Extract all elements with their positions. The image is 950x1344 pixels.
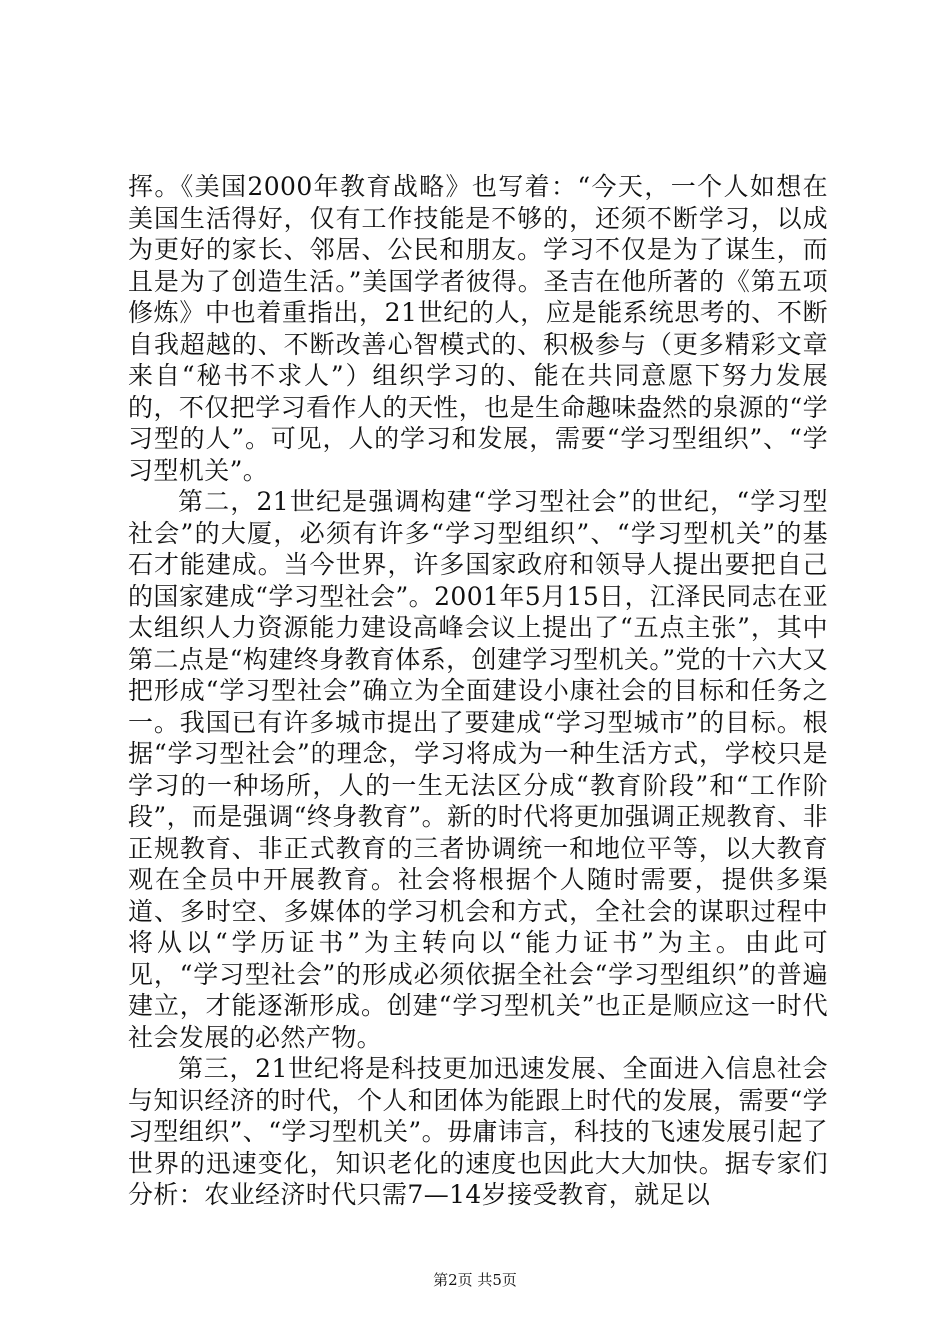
paragraph-2: 第二，21世纪是强调构建“学习型社会”的世纪，“学习型社会”的大厦，必须有许多“学习型组织”、“学习型机关”的基石才能建成。当今世界，许多国家政府和领导人提出要把自己的国家建成“学习型社会”。2001年5月15日，江泽民同志在亚太组织人力资源能力建设高峰会议上提出了“五点主张”，其中第二点是“构建终身教育体系，创建学习型机关。”党的十六大又把形成“学习型社会”确立为全面建设小康社会的目标和任务之一。我国已有许多城市提出了要建成“学习型城市”的目标。根据“学习型社会”的理念，学习将成为一种生活方式，学校只是学习的一种场所，人的一生无法区分成“教育阶段”和“工作阶段”，而是强调“终身教育”。新的时代将更加强调正规教育、非正规教育、非正式教育的三者协调统一和地位平等，以大教育观在全员中开展教育。社会将根据个人随时需要，提供多渠道、多时空、多媒体的学习机会和方式，全社会的谋职过程中将从以“学历证书”为主转向以“能力证书”为主。由此可见，“学习型社会”的形成必须依据全社会“学习型组织”的普遍建立，才能逐渐形成。创建“学习型机关”也正是顺应这一时代社会发展的必然产物。	[128, 487, 828, 1052]
paragraph-3: 第三，21世纪将是科技更加迅速发展、全面进入信息社会与知识经济的时代，个人和团体为能跟上时代的发展，需要“学习型组织”、“学习型机关”。毋庸讳言，科技的飞速发展引起了世界的迅速变化，知识老化的速度也因此大大加快。据专家们分析：农业经济时代只需7—14岁接受教育，就足以	[128, 1054, 828, 1209]
page-footer: 第2页 共5页	[433, 1271, 517, 1289]
document-body	[128, 171, 828, 1211]
paragraph-1: 挥。《美国2000年教育战略》也写着：“今天，一个人如想在美国生活得好，仅有工作技能是不够的，还须不断学习，以成为更好的家长、邻居、公民和朋友。学习不仅是为了谋生，而且是为了创造生活。”美国学者彼得。圣吉在他所著的《第五项修炼》中也着重指出，21世纪的人，应是能系统思考的、不断自我超越的、不断改善心智模式的、积极参与（更多精彩文章来自“秘书不求人”）组织学习的、能在共同意愿下努力发展的，不仅把学习看作人的天性，也是生命趣味盎然的泉源的“学习型的人”。可见，人的学习和发展，需要“学习型组织”、“学习型机关”。	[128, 172, 828, 485]
